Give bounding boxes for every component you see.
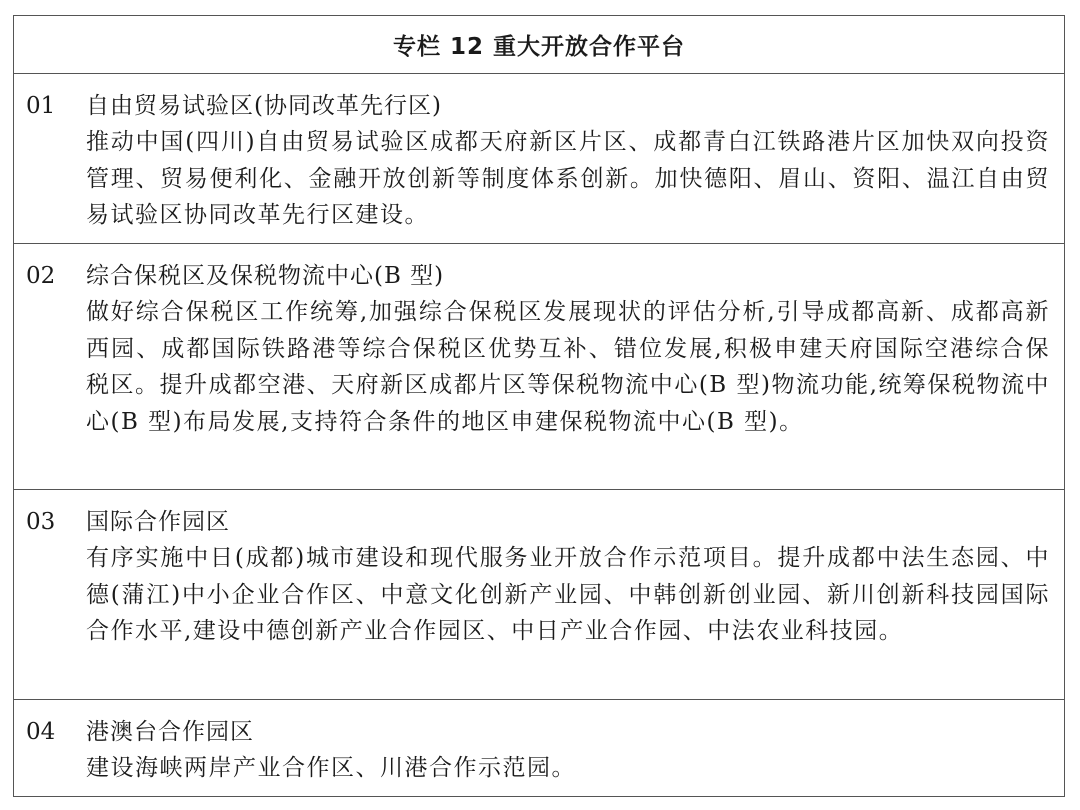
row-body: 做好综合保税区工作统筹,加强综合保税区发展现状的评估分析,引导成都高新、成都高新西园、成都国际铁路港等综合保税区优势互补、错位发展,积极申建天府国际空港综合保税区。提升成都空港、天府新区成都片区等保税物流中心(B 型)物流功能,统筹保税物流中心(B 型)布局发展,支持符合条件的地区申建保税物流中心(B 型)。	[86, 299, 1050, 435]
row-heading: 自由贸易试验区(协同改革先行区)	[86, 93, 442, 119]
row-number: 02	[26, 263, 56, 289]
table-header	[14, 16, 1064, 74]
row-heading: 港澳台合作园区	[86, 719, 254, 745]
row-body: 有序实施中日(成都)城市建设和现代服务业开放合作示范项目。提升成都中法生态园、中德(蒲江)中小企业合作区、中意文化创新产业园、中韩创新创业园、新川创新科技园国际合作水平,建设中德创新产业合作园区、中日产业合作园、中法农业科技园。	[86, 545, 1050, 644]
row-body: 建设海峡两岸产业合作区、川港合作示范园。	[86, 755, 576, 781]
row-number: 03	[26, 509, 56, 535]
platform-table	[13, 15, 1065, 797]
row-heading: 综合保税区及保税物流中心(B 型)	[86, 263, 445, 289]
table-row	[14, 74, 1064, 244]
row-content	[86, 714, 1050, 787]
table-row	[14, 700, 1064, 796]
row-content	[86, 258, 1050, 440]
row-content	[86, 504, 1050, 650]
row-number: 01	[26, 93, 56, 119]
table-row	[14, 490, 1064, 700]
table-title: 专栏 12 重大开放合作平台	[392, 34, 686, 60]
row-body: 推动中国(四川)自由贸易试验区成都天府新区片区、成都青白江铁路港片区加快双向投资管理、贸易便利化、金融开放创新等制度体系创新。加快德阳、眉山、资阳、温江自由贸易试验区协同改革先行区建设。	[86, 129, 1050, 228]
row-content	[86, 88, 1050, 234]
table-row	[14, 244, 1064, 490]
row-number: 04	[26, 719, 56, 745]
row-heading: 国际合作园区	[86, 509, 230, 535]
